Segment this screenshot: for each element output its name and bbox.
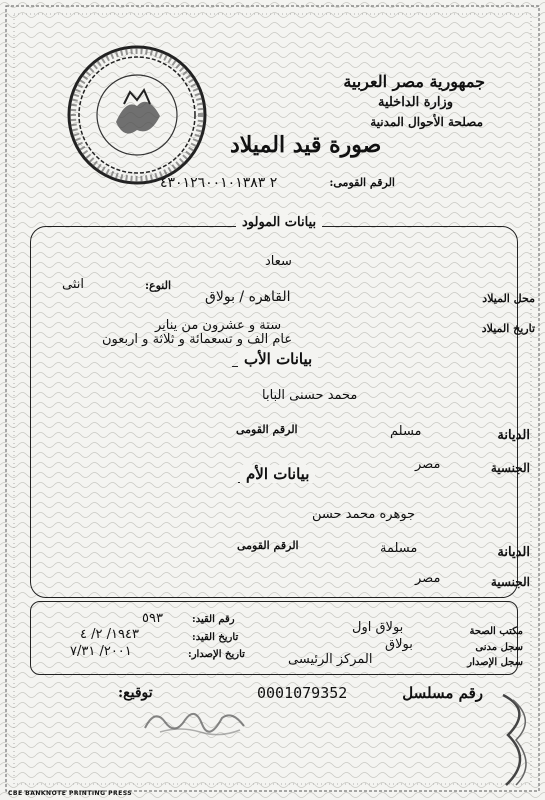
document-title: صورة قيد الميلاد	[230, 132, 382, 158]
newborn-name: سعاد	[265, 254, 292, 269]
issue-registry-value: المركز الرئيسى	[288, 652, 373, 667]
ministry-name: وزارة الداخلية	[377, 95, 453, 110]
department-name: مصلحة الأحوال المدنية	[370, 115, 483, 129]
birthplace-value: القاهره / بولاق	[205, 289, 291, 305]
father-name: محمد حسنى البابا	[262, 388, 358, 403]
record-number-value: ٥٩٣	[142, 611, 163, 626]
father-section-title: بيانات الأب	[238, 350, 318, 368]
record-number-label: رقم القيد:	[192, 614, 235, 625]
national-id-label: الرقم القومى:	[329, 176, 395, 189]
mother-name: جوهره محمد حسن	[312, 507, 416, 522]
mother-section-title: بيانات الأم	[240, 465, 315, 483]
father-nationality-value: مصر	[415, 457, 441, 472]
father-national-id-label: الرقم القومى	[236, 423, 298, 436]
mother-nationality-value: مصر	[415, 571, 441, 586]
birthdate-line-1: ستة و عشرون من يناير	[155, 318, 282, 333]
mother-religion-label: الديانة	[497, 545, 530, 560]
civil-registry-label: سجل مدنى	[475, 642, 523, 653]
mother-national-id-label: الرقم القومى	[237, 539, 299, 552]
birthdate-label: تاريخ الميلاد	[481, 322, 535, 335]
signature-label: توقيع:	[118, 685, 153, 701]
issue-date-label: تاريخ الإصدار:	[188, 649, 245, 660]
health-office-value: بولاق اول	[352, 620, 404, 635]
sex-label: النوع:	[145, 279, 172, 292]
mother-religion-value: مسلمة	[380, 541, 418, 556]
serial-value: 0001079352	[257, 684, 348, 702]
father-religion-value: مسلم	[390, 424, 422, 439]
mother-nationality-label: الجنسية	[490, 575, 530, 589]
official-seal-stamp	[66, 44, 208, 186]
sex-value: انثى	[62, 277, 84, 292]
printer-imprint: CBE BANKNOTE PRINTING PRESS	[8, 790, 133, 797]
issue-date-value: ٢٠٠١/ ٧/٣١	[70, 644, 132, 659]
birthplace-label: محل الميلاد	[482, 292, 535, 305]
republic-name: جمهورية مصر العربية	[343, 72, 485, 91]
father-religion-label: الديانة	[497, 428, 530, 443]
signature-scribble	[140, 700, 250, 740]
issue-registry-label: سجل الإصدار	[467, 657, 523, 668]
corner-ornament	[498, 690, 538, 790]
serial-label: رقم مسلسل	[402, 684, 483, 702]
newborn-section-title: بيانات المولود	[236, 215, 322, 230]
health-office-label: مكتب الصحة	[469, 626, 523, 637]
national-id-value: ٢ ٤٣٠١٢٦٠٠١٠١٣٨٣	[160, 175, 278, 191]
civil-registry-value: بولاق	[385, 637, 413, 652]
birthdate-line-2: عام الف و تسعمائة و ثلاثة و اربعون	[102, 332, 293, 347]
record-date-label: تاريخ القيد:	[192, 632, 239, 643]
father-nationality-label: الجنسية	[490, 461, 530, 475]
record-date-value: ١٩٤٣/ ٢/ ٤	[80, 627, 139, 642]
